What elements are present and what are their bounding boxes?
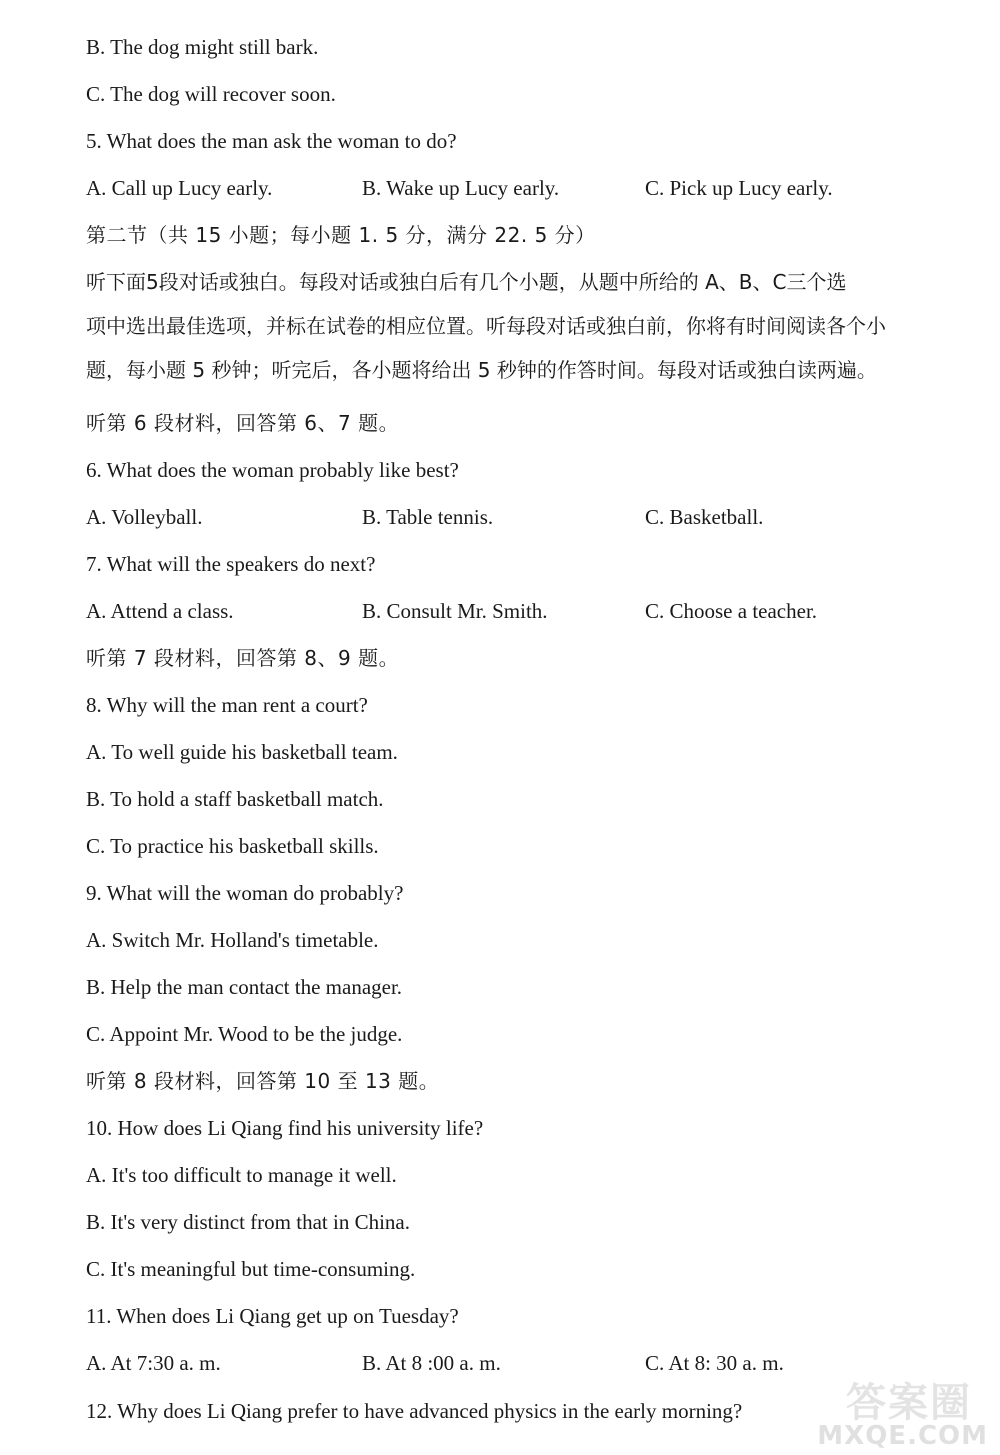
- material-8-heading: 听第 8 段材料，回答第 10 至 13 题。: [86, 1069, 440, 1093]
- watermark-top-text: 答案圈: [846, 1380, 972, 1426]
- q10-option-b: B. It's very distinct from that in China.: [86, 1210, 410, 1234]
- q7-option-b: B. Consult Mr. Smith.: [362, 599, 548, 623]
- question-10: 10. How does Li Qiang find his university life?: [86, 1116, 484, 1140]
- q8-option-a: A. To well guide his basketball team.: [86, 740, 398, 764]
- watermark-bottom-text: MXQE.COM: [817, 1421, 988, 1451]
- q4-option-c: C. The dog will recover soon.: [86, 82, 336, 106]
- q9-option-a: A. Switch Mr. Holland's timetable.: [86, 928, 379, 952]
- q4-option-b: B. The dog might still bark.: [86, 35, 319, 59]
- q8-option-b: B. To hold a staff basketball match.: [86, 787, 384, 811]
- question-12: 12. Why does Li Qiang prefer to have advanced physics in the early morning?: [86, 1399, 743, 1423]
- q5-option-a: A. Call up Lucy early.: [86, 176, 273, 200]
- q10-option-a: A. It's too difficult to manage it well.: [86, 1163, 397, 1187]
- instructions-line-2: 项中选出最佳选项，并标在试卷的相应位置。听每段对话或独白前，你将有时间阅读各个小: [86, 314, 886, 338]
- question-7: 7. What will the speakers do next?: [86, 552, 376, 576]
- q11-option-c: C. At 8: 30 a. m.: [645, 1351, 784, 1375]
- watermark-logo: [802, 1371, 992, 1451]
- q5-option-b: B. Wake up Lucy early.: [362, 176, 560, 200]
- q10-option-c: C. It's meaningful but time-consuming.: [86, 1257, 416, 1281]
- question-6: 6. What does the woman probably like best?: [86, 458, 459, 482]
- instructions-line-3: 题，每小题 5 秒钟；听完后，各小题将给出 5 秒钟的作答时间。每段对话或独白读两遍。: [86, 358, 877, 382]
- q6-option-c: C. Basketball.: [645, 505, 764, 529]
- question-8: 8. Why will the man rent a court?: [86, 693, 368, 717]
- question-11: 11. When does Li Qiang get up on Tuesday?: [86, 1304, 459, 1328]
- q9-option-c: C. Appoint Mr. Wood to be the judge.: [86, 1022, 403, 1046]
- q7-option-c: C. Choose a teacher.: [645, 599, 818, 623]
- q5-option-c: C. Pick up Lucy early.: [645, 176, 833, 200]
- material-6-heading: 听第 6 段材料，回答第 6、7 题。: [86, 411, 400, 435]
- q6-option-a: A. Volleyball.: [86, 505, 203, 529]
- q8-option-c: C. To practice his basketball skills.: [86, 834, 379, 858]
- question-5: 5. What does the man ask the woman to do?: [86, 129, 457, 153]
- section-2-instructions: [86, 260, 970, 392]
- instructions-line-1: 听下面5段对话或独白。每段对话或独白后有几个小题，从题中所给的 A、B、C三个选: [86, 270, 847, 294]
- question-9: 9. What will the woman do probably?: [86, 881, 404, 905]
- q7-option-a: A. Attend a class.: [86, 599, 234, 623]
- section-2-heading: 第二节（共 15 小题；每小题 1. 5 分，满分 22. 5 分）: [86, 223, 596, 247]
- q11-option-b: B. At 8 :00 a. m.: [362, 1351, 501, 1375]
- q9-option-b: B. Help the man contact the manager.: [86, 975, 403, 999]
- material-7-heading: 听第 7 段材料，回答第 8、9 题。: [86, 646, 400, 670]
- q11-option-a: A. At 7:30 a. m.: [86, 1351, 221, 1375]
- q6-option-b: B. Table tennis.: [362, 505, 494, 529]
